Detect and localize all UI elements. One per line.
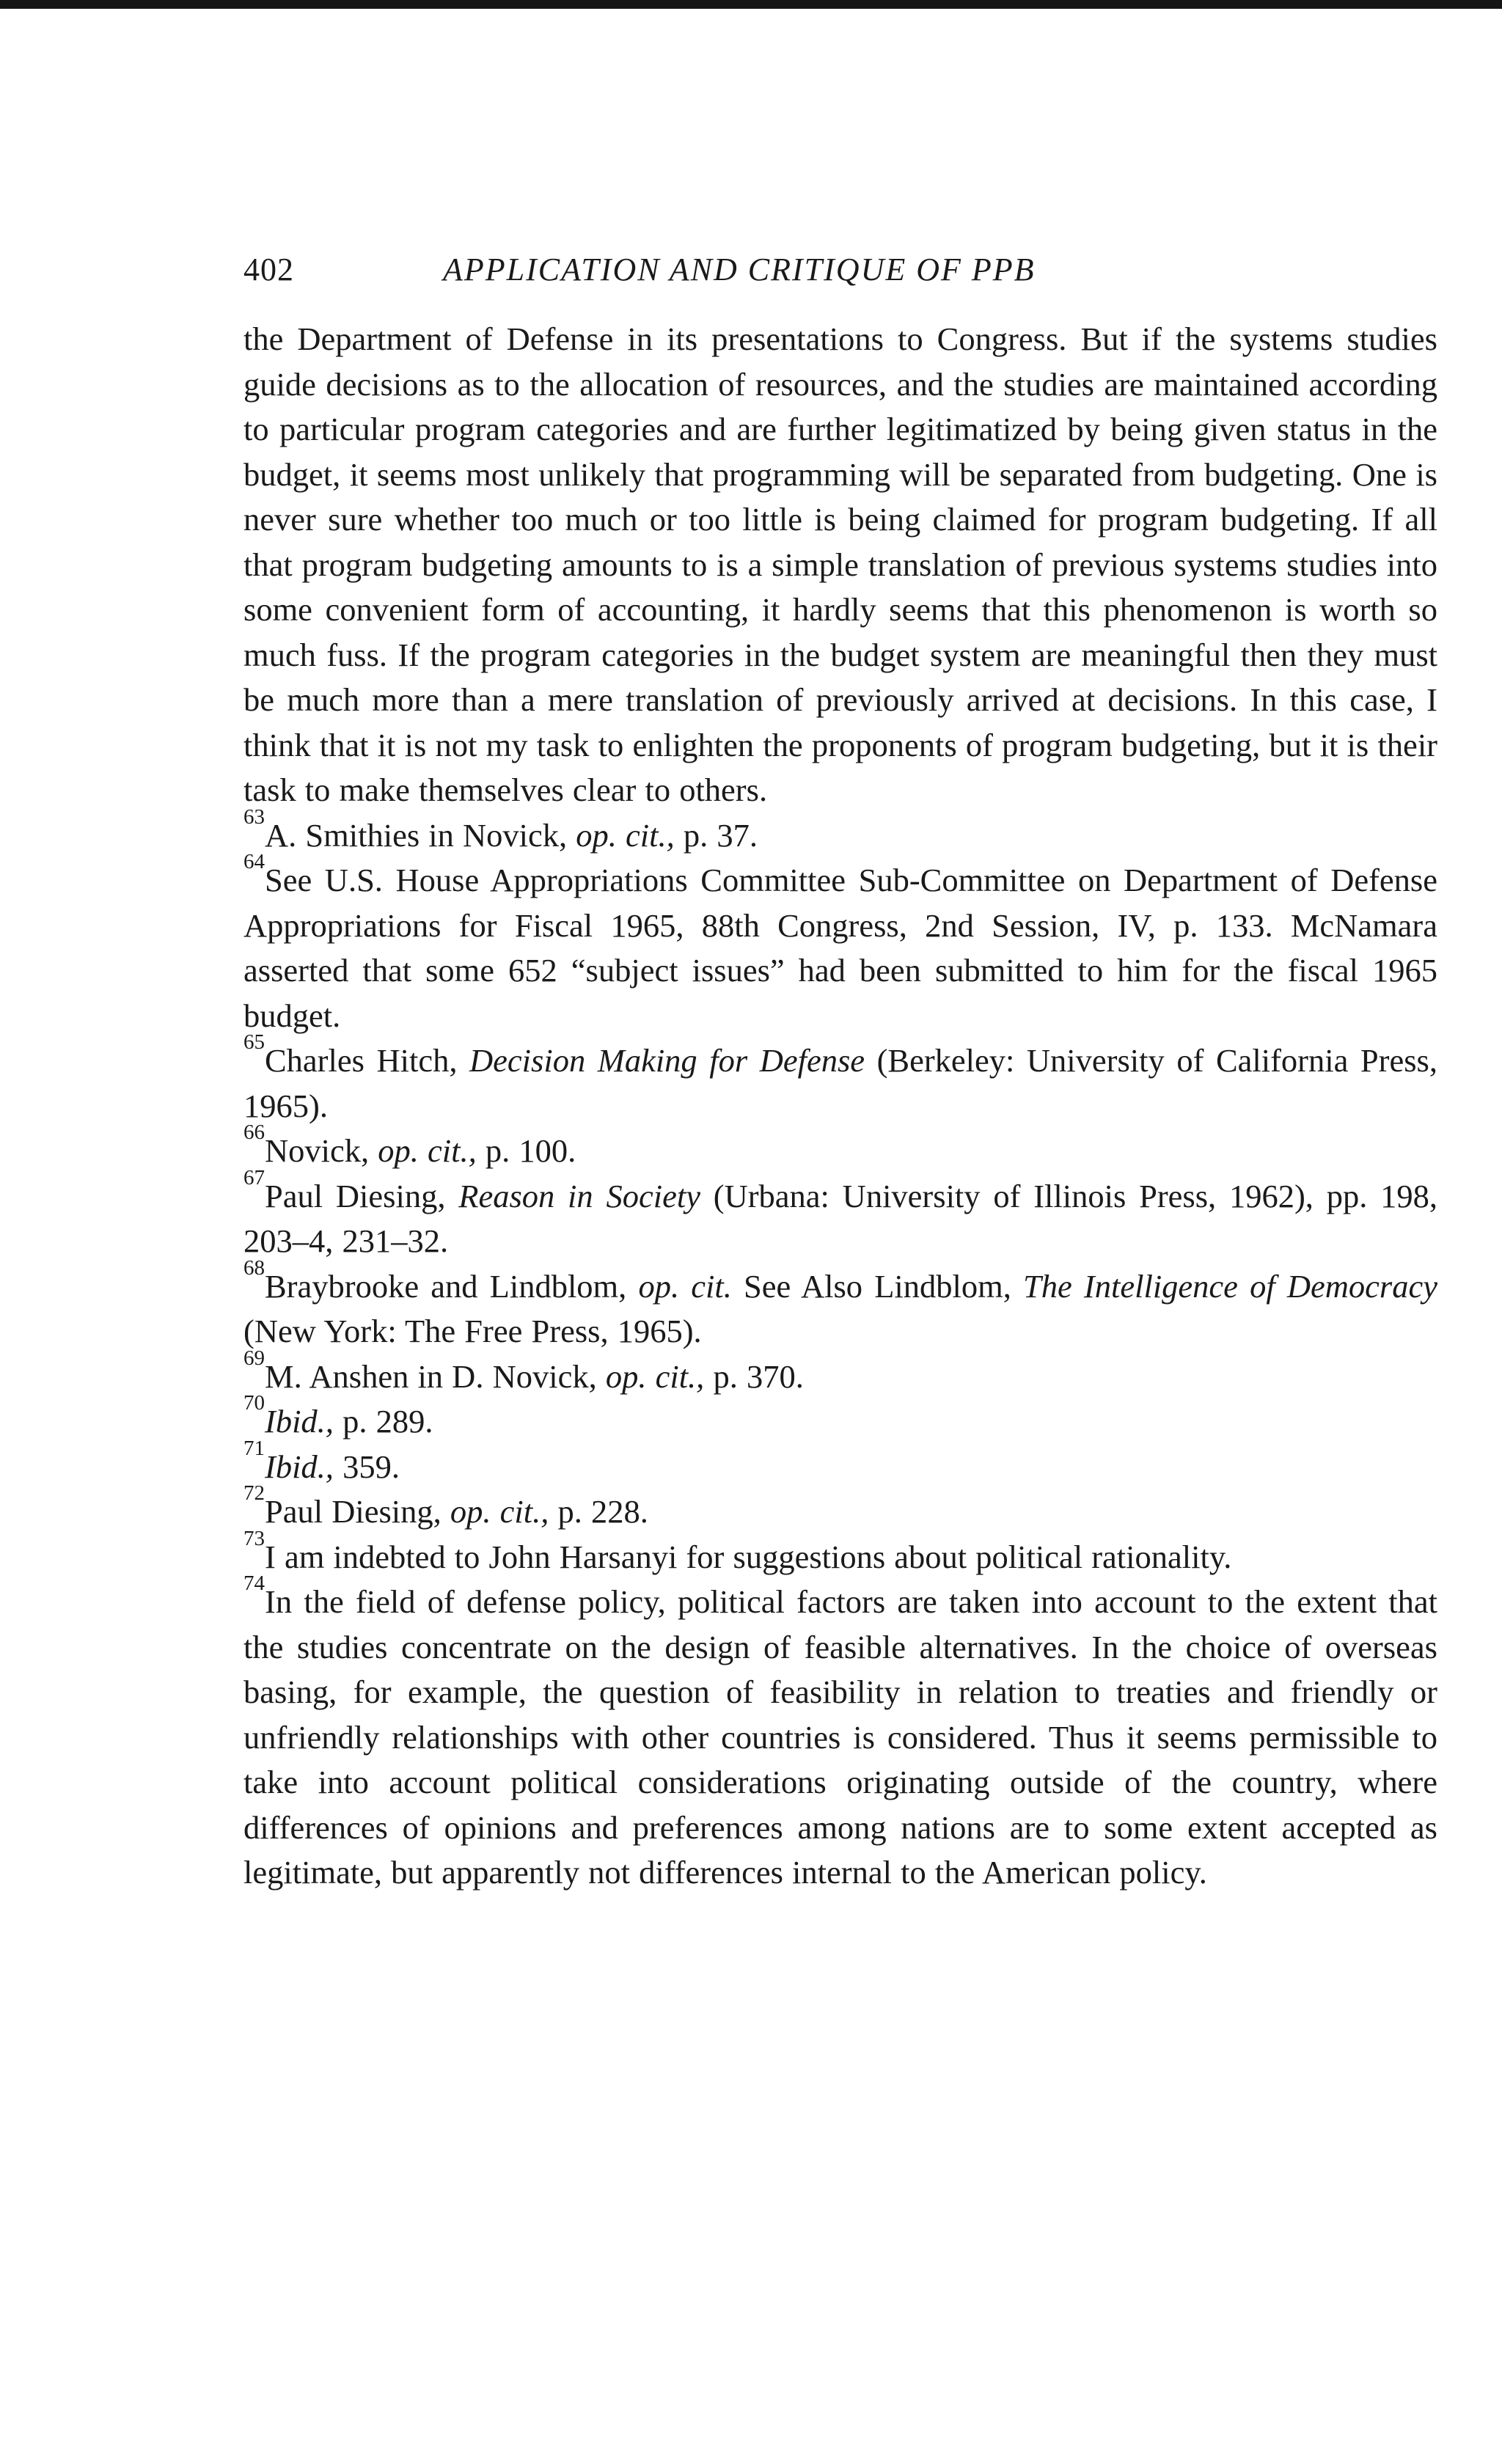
running-head <box>243 242 1437 301</box>
running-title: APPLICATION AND CRITIQUE OF PPB <box>443 252 1036 287</box>
note-number: 74 <box>243 1572 265 1596</box>
continuation-paragraph: the Department of Defense in its presentations to Congress. But if the systems studies guide decisions as to the allocation of resources, and the studies are maintained according to particular program categories and are further legitimatized by being given status in the budget, it seems most unlikely that programming will be separated from budgeting. One is never sure whether too much or too little is being claimed for program budgeting. If all that program budgeting amounts to is a simple translation of previous systems studies into some convenient form of accounting, it hardly seems that this phenomenon is worth so much fuss. If the program categories in the budget system are meaningful then they must be much more than a mere translation of previously arrived at decisions. In this case, I think that it is not my task to enlighten the proponents of program budgeting, but it is their task to make themselves clear to others. <box>243 320 1437 808</box>
note-65: $^{65}$Charles Hitch, Decision Making for Defense (Berkeley: University of California Press, 1965). <box>243 1030 1437 1124</box>
note-number: 72 <box>243 1481 265 1506</box>
note-68: $^{68}$Braybrooke and Lindblom, op. cit. See Also Lindblom, The Intelligence of Democracy (New York: The Free Press, 1965). <box>243 1255 1437 1349</box>
note-63: $^{63}$A. Smithies in Novick, op. cit., p. 37. <box>243 804 758 854</box>
note-number: 67 <box>243 1165 265 1189</box>
note-number: 63 <box>243 804 265 829</box>
note-66: $^{66}$Novick, op. cit., p. 100. <box>243 1121 576 1169</box>
note-72: $^{72}$Paul Diesing, op. cit., p. 228. <box>243 1481 648 1530</box>
page-content <box>243 242 1437 1896</box>
note-70: $^{70}$Ibid., p. 289. <box>243 1391 433 1440</box>
note-64: $^{64}$See U.S. House Appropriations Committee Sub-Committee on Department of Defense Appropriations for Fiscal 1965, 88th Congress, 2nd Session, IV, p. 133. McNamara asserted that some 652 “subject issues” had been submitted to him for the fiscal 1965 budget. <box>243 850 1437 1034</box>
page-number: 402 <box>243 252 294 287</box>
note-number: 69 <box>243 1346 265 1370</box>
note-number: 73 <box>243 1526 265 1550</box>
note-69: $^{69}$M. Anshen in D. Novick, op. cit., p. 370. <box>243 1346 804 1395</box>
note-74: $^{74}$In the field of defense policy, political factors are taken into account to the extent that the studies concentrate on the design of feasible alternatives. In the choice of overseas basing, for example, the question of feasibility in relation to treaties and friendly or unfriendly relationships with other countries is considered. Thus it seems permissible to take into account political considerations originating outside of the country, where differences of opinions and preferences among nations are to some extent accepted as legitimate, but apparently not differences internal to the American policy. <box>243 1572 1437 1891</box>
note-67: $^{67}$Paul Diesing, Reason in Society (Urbana: University of Illinois Press, 1962), pp. 198, 203–4, 231–32. <box>243 1165 1437 1259</box>
note-number: 66 <box>243 1121 265 1145</box>
note-number: 65 <box>243 1030 265 1055</box>
note-71: $^{71}$Ibid., 359. <box>243 1436 400 1485</box>
note-number: 68 <box>243 1255 265 1280</box>
top-border-rule <box>0 0 1502 9</box>
note-number: 70 <box>243 1391 265 1415</box>
note-number: 71 <box>243 1436 265 1460</box>
note-number: 64 <box>243 850 265 874</box>
note-73: $^{73}$I am indebted to John Harsanyi for suggestions about political rationality. <box>243 1526 1232 1575</box>
body-text <box>243 317 1437 1896</box>
